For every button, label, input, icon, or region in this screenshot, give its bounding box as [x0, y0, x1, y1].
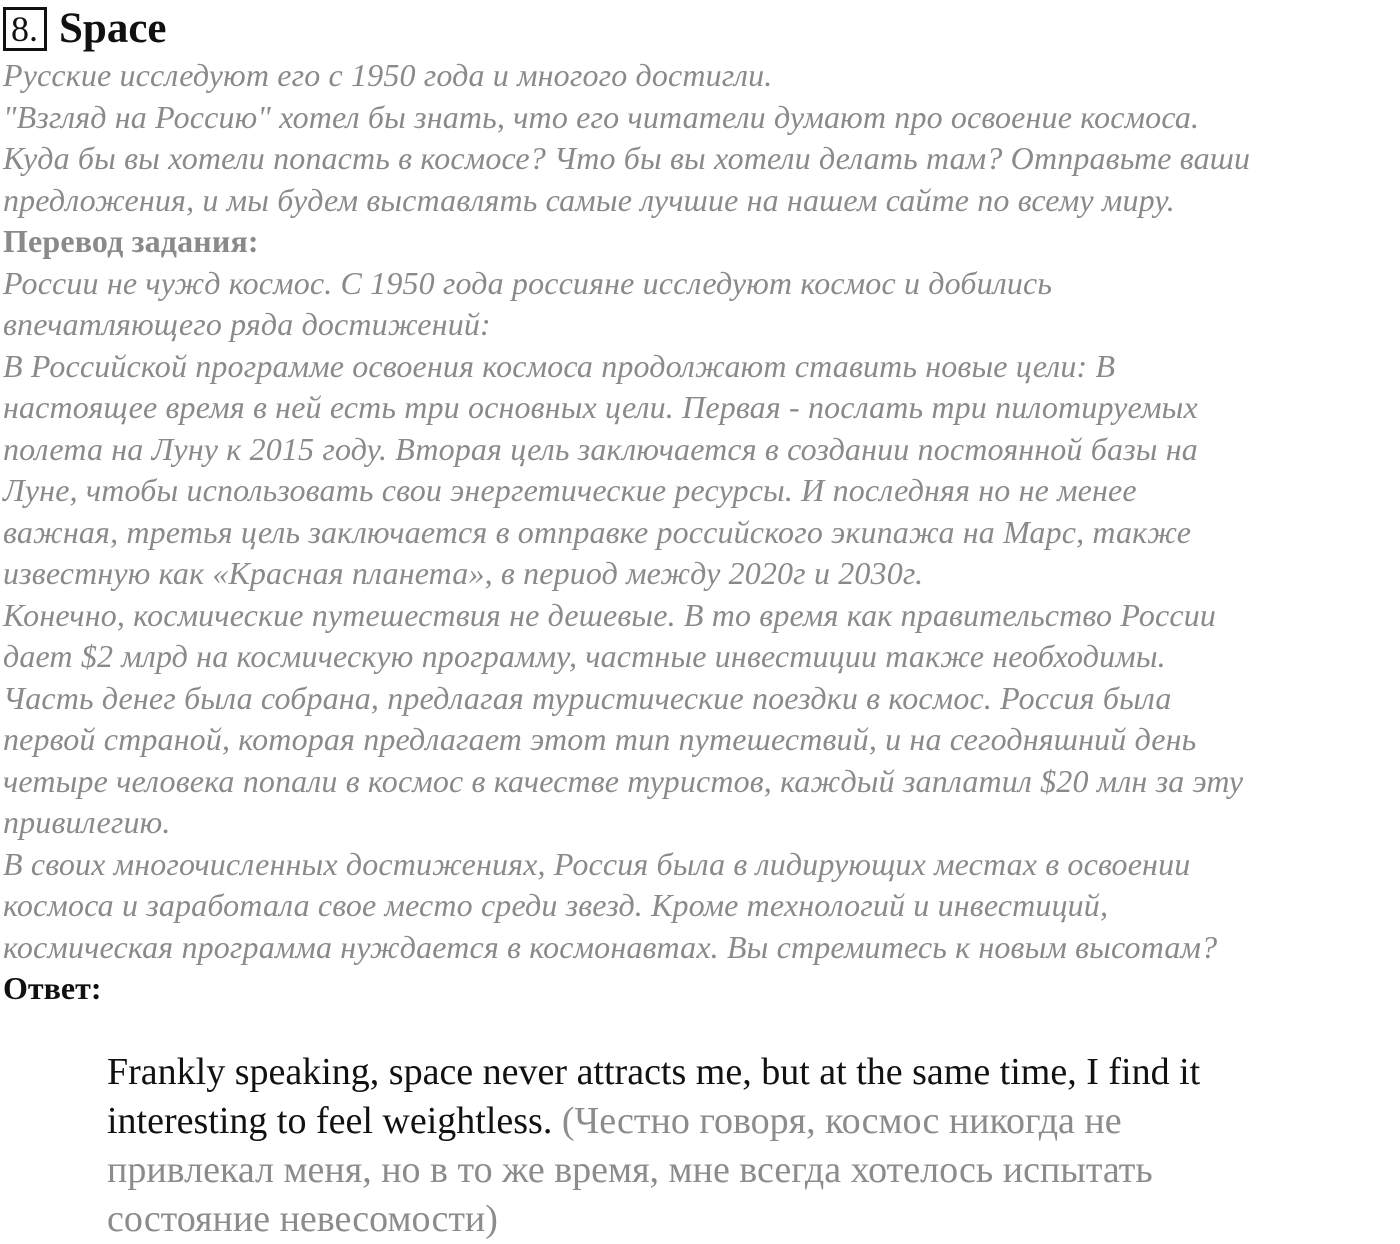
translation-line: впечатляющего ряда достижений: — [3, 306, 491, 342]
task-line: Русские исследуют его с 1950 года и многого достигли. — [3, 57, 773, 93]
translation-line: В своих многочисленных достижениях, Россия была в лидирующих местах в освоении — [3, 845, 1191, 882]
answer-label: Ответ: — [3, 970, 102, 1006]
translation-line: Часть денег была собрана, предлагая туристические поездки в космос. Россия была — [3, 679, 1172, 716]
worksheet-page — [3, 0, 1397, 1010]
translation-line: важная, третья цель заключается в отправке российского экипажа на Марс, также — [3, 513, 1192, 550]
translation-line: Луне, чтобы использовать свои энергетические ресурсы. И последняя но не менее — [3, 472, 1137, 508]
translation-line: В Российской программе освоения космоса продолжают ставить новые цели: В — [3, 347, 1116, 384]
translation-line: дает $2 млрд на космическую программу, частные инвестиции также необходимы. — [3, 638, 1166, 674]
task-header — [3, 3, 1397, 55]
task-line: Куда бы вы хотели попасть в космосе? Что бы вы хотели делать там? Отправьте ваши — [3, 140, 1251, 176]
answer-english-line: Frankly speaking, space never attracts me, but at the same time, I find it — [107, 1051, 1201, 1093]
translation-line: известную как «Красная планета», в период между 2020г и 2030г. — [3, 555, 924, 591]
translation-line: привилегию. — [3, 804, 171, 840]
task-text — [3, 55, 1397, 968]
translation-line: четыре человека попали в космос в качестве туристов, каждый заплатил $20 млн за эту — [3, 762, 1244, 799]
answer-russian-translation: привлекал меня, но в то же время, мне всегда хотелось испытать — [107, 1149, 1153, 1191]
task-number-box: 8. — [3, 7, 47, 51]
answer-text — [107, 1048, 1367, 1244]
translation-line: полета на Луну к 2015 году. Вторая цель заключается в создании постоянной базы на — [3, 430, 1198, 467]
translation-heading: Перевод задания: — [3, 223, 259, 259]
answer-russian-translation: (Честно говоря, космос никогда не — [552, 1100, 1122, 1142]
translation-line: настоящее время в ней есть три основных цели. Первая - послать три пилотируемых — [3, 389, 1198, 425]
translation-line: Конечно, космические путешествия не дешевые. В то время как правительство России — [3, 596, 1217, 633]
translation-line: России не чужд космос. С 1950 года россияне исследуют космос и добились — [3, 264, 1053, 301]
task-line: предложения, и мы будем выставлять самые лучшие на нашем сайте по всему миру. — [3, 181, 1175, 218]
translation-line: первой страной, которая предлагает этот тип путешествий, и на сегодняшний день — [3, 721, 1197, 757]
answer-english-line: interesting to feel weightless. — [107, 1100, 553, 1142]
translation-line: космическая программа нуждается в космонавтах. Вы стремитесь к новым высотам? — [3, 928, 1218, 965]
task-title: Space — [59, 5, 167, 52]
translation-line: космоса и заработала свое место среди звезд. Кроме технологий и инвестиций, — [3, 887, 1109, 923]
task-line: "Взгляд на Россию" хотел бы знать, что его читатели думают про освоение космоса. — [3, 98, 1200, 135]
answer-russian-translation: состояние невесомости) — [107, 1198, 498, 1240]
